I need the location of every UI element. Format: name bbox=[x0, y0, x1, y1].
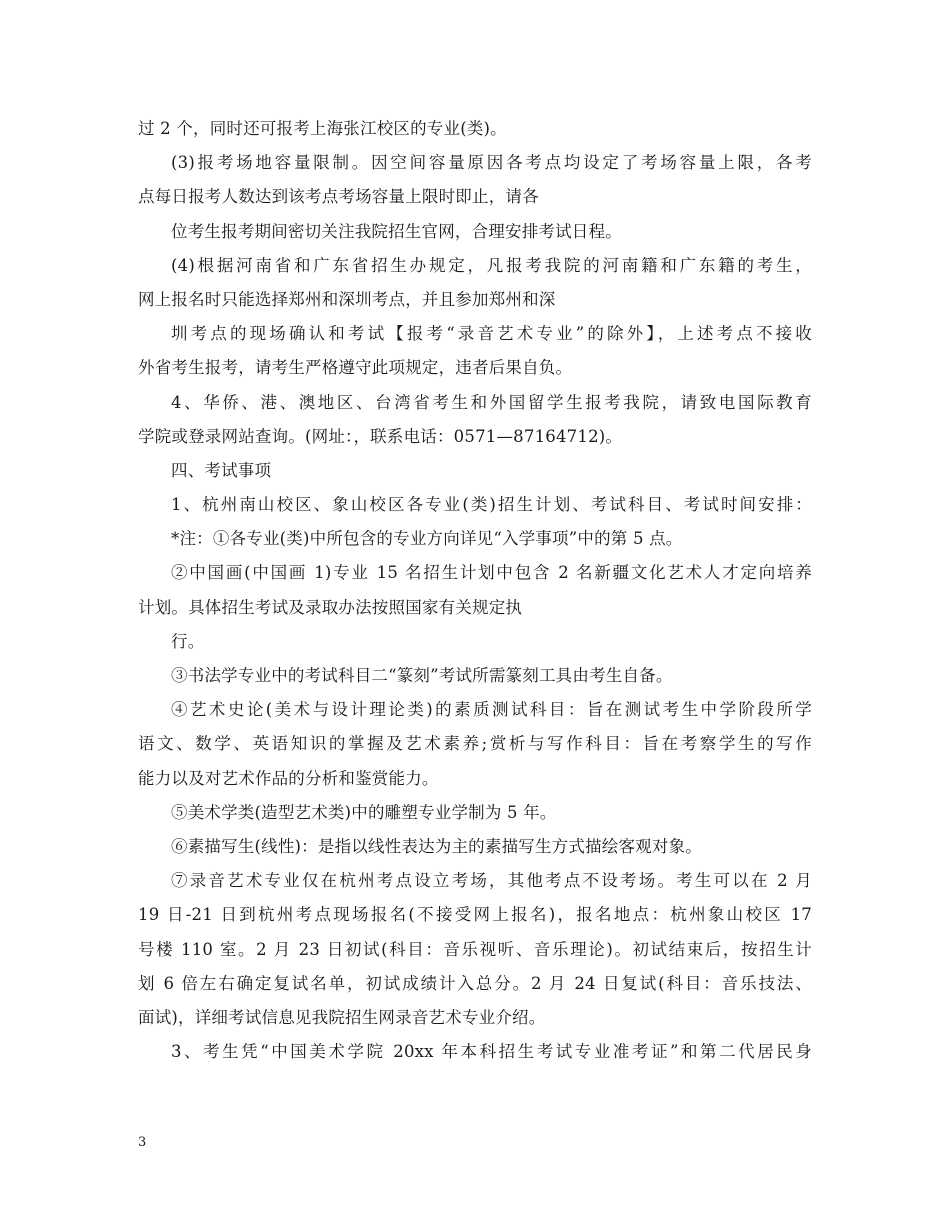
text-line: ③书法学专业中的考试科目二“篆刻”考试所需篆刻工具由考生自备。 bbox=[171, 666, 673, 685]
text-line: 1、杭州南山校区、象山校区各专业(类)招生计划、考试科目、考试时间安排： bbox=[171, 495, 812, 515]
text-line: 语文、数学、英语知识的掌握及艺术素养;赏析与写作科目：旨在考察学生的写作 bbox=[138, 734, 812, 754]
text-line: 外省考生报考，请考生严格遵守此项规定，违者后果自负。 bbox=[138, 358, 573, 378]
text-line: ⑥素描写生(线性)：是指以线性表达为主的素描写生方式描绘客观对象。 bbox=[171, 836, 702, 856]
text-line: ④艺术史论(美术与设计理论类)的素质测试科目：旨在测试考生中学阶段所学 bbox=[171, 700, 812, 720]
text-line: 4、华侨、港、澳地区、台湾省考生和外国留学生报考我院，请致电国际教育 bbox=[171, 392, 812, 412]
text-line: ⑤美术学类(造型艺术类)中的雕塑专业学制为 5 年。 bbox=[171, 802, 557, 822]
text-line: 点每日报考人数达到该考点考场容量上限时即止，请各 bbox=[138, 187, 539, 207]
text-line: 位考生报考期间密切关注我院招生官网，合理安排考试日程。 bbox=[171, 221, 622, 241]
text-line: 四、考试事项 bbox=[171, 460, 272, 480]
text-line: (3)报考场地容量限制。因空间容量原因各考点均设定了考场容量上限，各考 bbox=[171, 153, 812, 173]
text-line: 过 2 个，同时还可报考上海张江校区的专业(类)。 bbox=[138, 119, 507, 138]
text-line: 圳考点的现场确认和考试【报考“录音艺术专业”的除外】，上述考点不接收 bbox=[171, 324, 812, 344]
text-line: 号楼 110 室。2 月 23 日初试(科目：音乐视听、音乐理论)。初试结束后，按招生计 bbox=[138, 939, 812, 959]
text-line: ②中国画(中国画 1)专业 15 名招生计划中包含 2 名新疆文化艺术人才定向培养 bbox=[171, 563, 812, 583]
text-line: 行。 bbox=[171, 631, 205, 651]
text-line: 网上报名时只能选择郑州和深圳考点，并且参加郑州和深 bbox=[138, 289, 556, 309]
text-line: 3、考生凭“中国美术学院 20xx 年本科招生考试专业准考证”和第二代居民身 bbox=[171, 1042, 812, 1062]
text-line: 能力以及对艺术作品的分析和鉴赏能力。 bbox=[138, 768, 439, 788]
document-body bbox=[138, 112, 812, 1069]
text-line: 划 6 倍左右确定复试名单，初试成绩计入总分。2 月 24 日复试(科目：音乐技法、 bbox=[138, 973, 812, 993]
text-line: 学院或登录网站查询。(网址：，联系电话：0571—87164712)。 bbox=[138, 426, 623, 446]
text-line: ⑦录音艺术专业仅在杭州考点设立考场，其他考点不设考场。考生可以在 2 月 bbox=[171, 871, 812, 891]
text-line: 面试)，详细考试信息见我院招生网录音艺术专业介绍。 bbox=[138, 1007, 546, 1027]
text-line: 计划。具体招生考试及录取办法按照国家有关规定执 bbox=[138, 597, 523, 617]
text-line: *注：①各专业(类)中所包含的专业方向详见“入学事项”中的第 5 点。 bbox=[171, 529, 683, 549]
page-number: 3 bbox=[138, 1135, 147, 1150]
text-line: 19 日-21 日到杭州考点现场报名(不接受网上报名)，报名地点：杭州象山校区 17 bbox=[138, 905, 812, 925]
text-line: (4)根据河南省和广东省招生办规定，凡报考我院的河南籍和广东籍的考生， bbox=[171, 255, 812, 275]
